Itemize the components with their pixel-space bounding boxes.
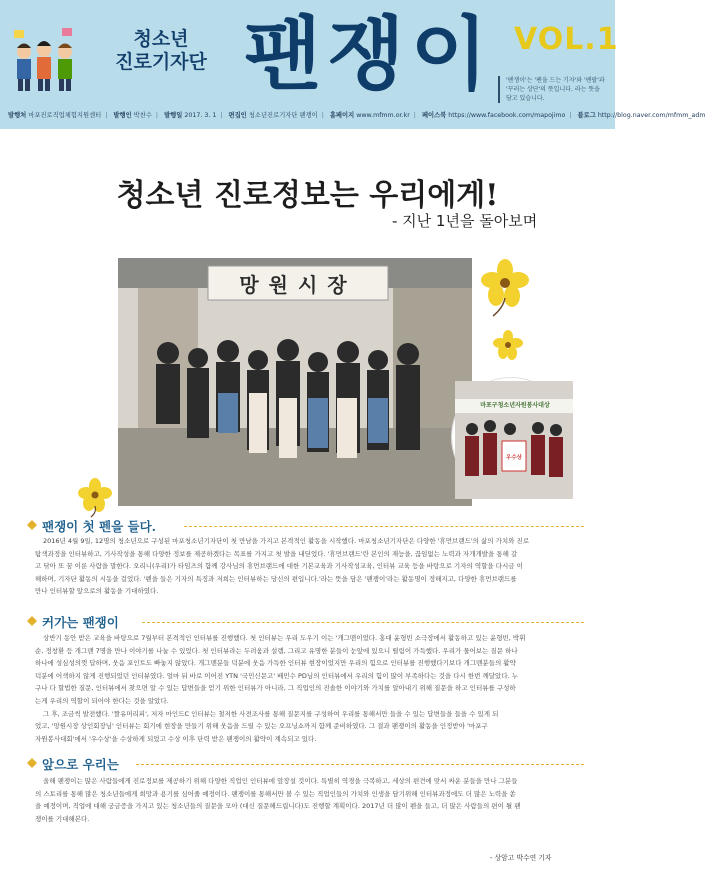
article-subheadline: - 지난 1년을 돌아보며 bbox=[392, 212, 538, 230]
paragraph-line: 올해 팬쟁이는 많은 사람들에게 진로정보를 제공하기 위해 다양한 직업인 인터뷰에 앞장설 것이다. 특별히 역경을 극복하고, 세상의 편견에 맞서 싸운 분들을 만나 그분들 bbox=[43, 777, 518, 785]
inset-banner: 마포구청소년자원봉사대상 bbox=[480, 402, 550, 409]
section-body bbox=[35, 632, 583, 745]
group-photo bbox=[118, 258, 472, 506]
vol-desc-line: '꾸러는 상단'의 뜻입니다. 라는 뜻을 bbox=[506, 86, 600, 93]
paragraph-line: 는게 우리의 역할이 되어야 한다는 것을 알았다. bbox=[35, 696, 169, 705]
section-title: 앞으로 우리는 bbox=[42, 757, 119, 772]
section-bullet-icon bbox=[26, 519, 38, 531]
article-byline: - 상암고 박수연 기자 bbox=[490, 854, 552, 862]
editor-label: 편집인 bbox=[228, 112, 247, 119]
volume-label: VOL.1 bbox=[514, 22, 619, 57]
paragraph-line: 하나에 성심성의껏 답하며, 웃음 포인트도 빠놓지 않았다. 개그맨분들 덕분에 웃음 가득한 인터뷰 현장이었지만 우리의 힘으로 인터뷰를 진행했다기보다 개그맨분들의 활약 bbox=[35, 659, 516, 668]
paragraph-line: 을 예정이며, 직업에 대해 궁금증을 가지고 있는 청소년들의 질문을 모아 (대신 질문해드립니다)도 진행할 계획이다. 2017년 더 많이 펜을 들고, 더 많은 사람들의 편이 될 팬 bbox=[35, 802, 521, 811]
publisher-label: 발행처 bbox=[8, 112, 27, 119]
paragraph-line: 해하며, 기자단 활동의 시동을 걸었다. '펜을 들은 기자의 특징과 저희는 인터뷰하는 당신의 편입니다.'라는 뜻을 담은 '팬쟁이'라는 활동명이 정해지고, 다양한 휴먼브랜드를 bbox=[35, 574, 517, 583]
brand-line1: 청소년 bbox=[133, 28, 189, 50]
vol-desc-line: 담고 있습니다. bbox=[506, 95, 545, 102]
flower-icon bbox=[493, 330, 523, 360]
section-bullet-icon bbox=[26, 757, 38, 769]
date-label: 발행일 bbox=[164, 112, 183, 119]
paragraph-line: 2016년 4월 9일, 12명의 청소년으로 구성된 마포청소년기자단이 첫 만남을 가지고 본격적인 활동을 시작했다. 마포청소년기자단은 다양한 '휴먼브랜드'의 삶의 가치와 진로 bbox=[43, 537, 530, 545]
paragraph-line: 순, 정창환 등 개그맨 7명을 만나 이야기를 나눌 수 있었다. 첫 인터뷰라는 두려움과 설렘, 그리고 유명한 분들이 눈앞에 있으니 떨림이 가득했다. 우리가 물어보는 질문 하나 bbox=[35, 646, 518, 655]
paragraph-line: 덕분에 어색하지 않게 진행되었던 인터뷰였다. 얼마 뒤 바로 이어진 YTN '국민신문고' 배민수 PD님의 인터뷰에서 우리의 힘이 많이 부족하다는 것을 다시 한번 깨달았다. 누 bbox=[35, 671, 519, 680]
publish-date: 2017. 3. 1 bbox=[184, 112, 217, 119]
section-title: 팬쟁이 첫 펜을 들다. bbox=[42, 519, 157, 534]
section-divider bbox=[136, 764, 584, 765]
newsletter-title: 팬쟁이 bbox=[244, 8, 494, 101]
award-photo-illustration bbox=[455, 381, 573, 499]
section-bullet-icon bbox=[26, 615, 38, 627]
paragraph-line: 구나 다 할법한 질문, 인터뷰에서 찾으면 알 수 있는 답변들을 얻기 위한 인터뷰가 아니라, 그 직업인의 진솔한 이야기와 가치를 알아내기 위해 질문을 하고 인터뷰를 구성하 bbox=[35, 684, 516, 693]
volume-description bbox=[498, 76, 610, 103]
blog-label: 블로그 bbox=[577, 112, 596, 119]
issuer-label: 발행인 bbox=[113, 112, 132, 119]
flower-icon bbox=[78, 478, 112, 518]
paragraph-line: 그 후, 조금씩 발전했다. '짤유머리피', 저자 마인드C 인터뷰는 철저한 사전조사를 통해 질문지를 구성하여 우리를 통해서만 들을 수 있는 답변들을 들을 수 있게 되 bbox=[43, 709, 499, 718]
market-sign: 망원시장 bbox=[239, 273, 357, 297]
section-title: 커가는 팬쟁이 bbox=[42, 615, 119, 630]
paragraph-line: 고 닦아 또 꿈 이룬 사람을 말한다. 오리니(우리)가 타임즈의 함께 강사님의 휴먼브랜드에 대한 기본교육과 기사작성교육, 인터뷰 교육 등을 바탕으로 기자의 역할을 다시금 이 bbox=[35, 562, 523, 571]
masthead bbox=[0, 0, 706, 129]
paragraph-line: 탐색과정을 인터뷰하고, 기사작성을 통해 다양한 정보를 제공하겠다는 목표를 가지고 첫 발을 내딛었다. '휴먼브랜드'란 본인의 재능을, 끊임없는 노력과 자개개발을 통해 갈 bbox=[35, 549, 518, 558]
flower-icon bbox=[480, 258, 530, 318]
section-body bbox=[35, 535, 583, 598]
section-body bbox=[35, 775, 583, 825]
brand-subtitle bbox=[86, 28, 236, 74]
homepage-link[interactable]: www.mfmm.or.kr bbox=[356, 112, 410, 119]
paragraph-line: 자원봉사대회'에서 '우수상'을 수상하게 되었고 수상 이후 단력 받은 팬쟁이의 활약이 계속되고 있다. bbox=[35, 734, 317, 743]
paragraph-line: 쟁이를 기대해본다. bbox=[35, 814, 90, 823]
editor: 청소년진로기자단 팬쟁이 bbox=[248, 112, 318, 119]
facebook-label: 페이스북 bbox=[421, 112, 447, 119]
paragraph-line: 상반기 동안 받은 교육을 바탕으로 7월부터 본격적인 인터뷰를 진행했다. 첫 인터뷰는 우리 도우기 이는 '개그맨이었다. 홍대 윤형빈 소극장에서 활동하고 있는 윤형빈, 박휘 bbox=[43, 634, 526, 642]
section-divider bbox=[142, 622, 584, 623]
paragraph-line: 었고, '망원시장 상인회장님' 인터뷰는 회기에 현장을 만들기 위해 웃음을 드릴 수 있는 오프닝쇼까지 함께 준비하였다. 그 결과 팬쟁이의 활동을 인정받아 '마포구 bbox=[35, 722, 488, 731]
section-divider bbox=[184, 526, 584, 527]
brand-line2: 진로기자단 bbox=[115, 51, 207, 73]
blog-link[interactable]: http://blog.naver.com/mfmm_adm bbox=[597, 112, 706, 119]
paragraph-line: 만나 인터뷰할 앞으로의 활동을 기대하였다. bbox=[35, 587, 159, 596]
publisher: 마포진로직업체험지원센터 bbox=[28, 112, 102, 119]
award-photo bbox=[452, 378, 570, 496]
homepage-label: 홈페이지 bbox=[329, 112, 355, 119]
vol-desc-line: '팬쟁이'는 '팬을 드는 기자'와 '팬팔'과 bbox=[506, 77, 605, 84]
paragraph-line: 의 스토리를 통해 많은 청소년들에게 희망과 용기를 심어줄 예정이다. 팬쟁이를 통해서만 볼 수 있는 직업인들의 가치와 인생을 담기위해 인터뷰과정에도 더 많은 노력을 쏟 bbox=[35, 789, 516, 798]
facebook-link[interactable]: https://www.facebook.com/mapojimo bbox=[448, 112, 566, 119]
publication-info: 발행처 마포진로직업체험지원센터 | 발행인 박찬수 | 발행일 2017. 3. 1 | 편집인 청소년진로기자단 팬쟁이 | 홈페이지 www.mfmm.or.kr | 페이스북 https://www.facebook.com/mapojimo | 블로그 http://blog.naver.com/mfmm_adm bbox=[8, 112, 706, 119]
kids-illustration bbox=[10, 20, 78, 96]
issuer: 박찬수 bbox=[133, 112, 152, 119]
inset-award-board: 우수상 bbox=[506, 455, 522, 461]
article-headline: 청소년 진로정보는 우리에게! bbox=[116, 178, 499, 213]
